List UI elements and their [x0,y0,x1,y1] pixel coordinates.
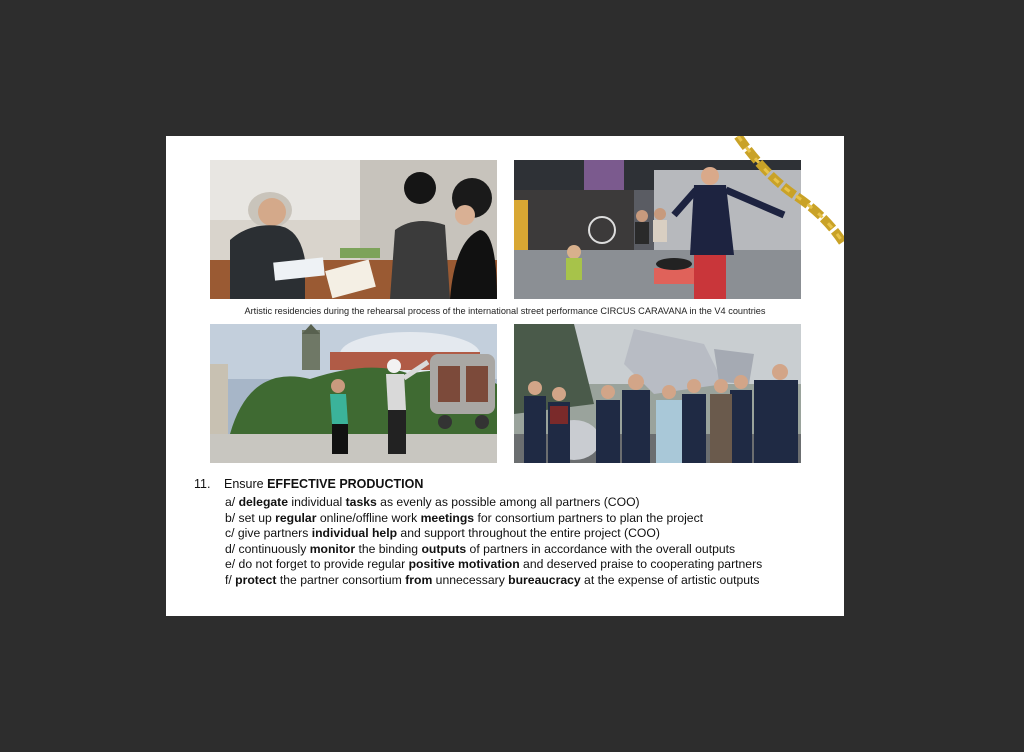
list-item-d: d/ continuously monitor the binding outputs of partners in accordance with the overall outputs [225,541,736,556]
list-item-e: e/ do not forget to provide regular positive motivation and deserved praise to cooperating partners [225,557,763,572]
photo-meeting-at-table [210,160,497,299]
section-number: 11. [194,477,211,491]
list-item-c: c/ give partners individual help and support throughout the entire project (COO) [225,526,660,541]
list-item-a: a/ delegate individual tasks as evenly as possible among all partners (COO) [225,495,640,509]
section-heading [194,477,423,491]
photo-group-portrait [514,324,801,463]
photo-caption: Artistic residencies during the rehearsal process of the international street performance CIRCUS CARAVANA in the V4 countries [244,306,766,316]
list-item-b: b/ set up regular online/offline work meetings for consortium partners to plan the project [225,510,704,525]
photo-street-performance-square [210,324,497,463]
list-item-f: f/ protect the partner consortium from unnecessary bureaucracy at the expense of artistic outputs [225,572,760,587]
document-page [166,136,844,616]
photo-circus-rehearsal-hall [514,160,801,299]
section-title: EFFECTIVE PRODUCTION [267,477,424,491]
production-guidelines-list [225,495,762,589]
section-prefix: Ensure [224,477,264,491]
